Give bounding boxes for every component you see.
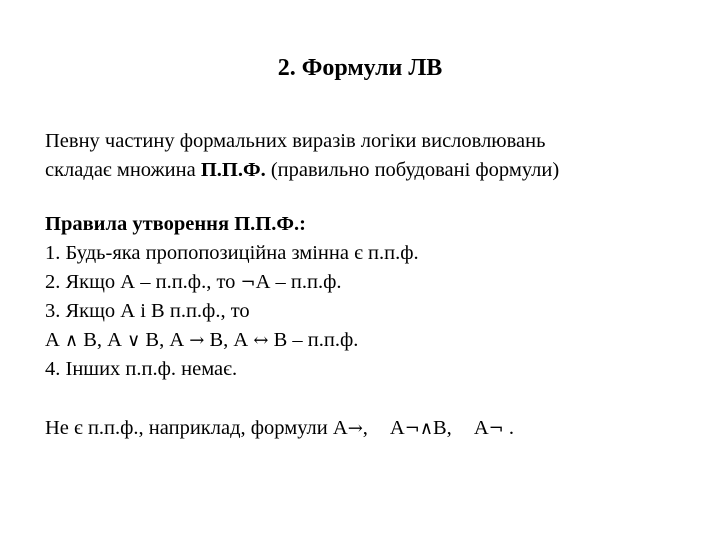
negation-symbol: ¬ bbox=[240, 272, 256, 293]
rule-4: 4. Інших п.п.ф. немає. bbox=[45, 358, 238, 380]
rule-1: 1. Будь-яка пропопозиційна змінна є п.п.ф. bbox=[45, 242, 419, 264]
rule-2-text: 2. Якщо А – п.п.ф., то bbox=[45, 271, 241, 293]
formula-part: В, А bbox=[78, 329, 128, 351]
example-formula-2 bbox=[390, 417, 452, 439]
formula-part: . bbox=[503, 417, 514, 439]
formula-part: В, bbox=[433, 417, 452, 439]
formula-part: А bbox=[332, 417, 348, 439]
intro-line-2 bbox=[45, 156, 559, 185]
formula-part: А bbox=[389, 417, 405, 439]
formula-part: В, А bbox=[204, 329, 254, 351]
equivalence-symbol: ↔ bbox=[253, 330, 269, 351]
formula-part: , bbox=[362, 417, 368, 439]
rule-2 bbox=[45, 268, 419, 297]
implication-symbol: → bbox=[189, 330, 205, 351]
conjunction-symbol: ∧ bbox=[64, 330, 79, 351]
formula-part: В, А bbox=[140, 329, 190, 351]
rules-list bbox=[45, 210, 419, 384]
formula-part: В – п.п.ф. bbox=[268, 329, 359, 351]
formula-part: А bbox=[473, 417, 489, 439]
intro-prefix: складає множина bbox=[45, 159, 201, 181]
examples-paragraph bbox=[45, 414, 514, 443]
negation-conjunction-symbols: ¬∧ bbox=[404, 418, 433, 439]
rules-heading: Правила утворення П.П.Ф.: bbox=[45, 213, 306, 235]
example-formula-3 bbox=[474, 417, 514, 439]
formula-part: А bbox=[45, 329, 65, 351]
rule-3-formulas bbox=[45, 326, 419, 355]
disjunction-symbol: ∨ bbox=[127, 330, 141, 351]
intro-line-1: Певну частину формальних виразів логіки висловлювань bbox=[45, 130, 546, 152]
negation-symbol: ¬ bbox=[488, 418, 504, 439]
intro-suffix: (правильно побудовані формули) bbox=[265, 159, 560, 181]
rule-3: 3. Якщо А і В п.п.ф., то bbox=[45, 300, 250, 322]
intro-paragraph bbox=[45, 127, 559, 185]
examples-text: Не є п.п.ф., наприклад, формули bbox=[45, 417, 333, 439]
rule-2-tail: А – п.п.ф. bbox=[255, 271, 342, 293]
slide-title: 2. Формули ЛВ bbox=[277, 55, 443, 81]
ppf-abbrev: П.П.Ф. bbox=[200, 159, 266, 181]
implication-symbol: → bbox=[347, 418, 363, 439]
example-formula-1 bbox=[333, 417, 368, 439]
